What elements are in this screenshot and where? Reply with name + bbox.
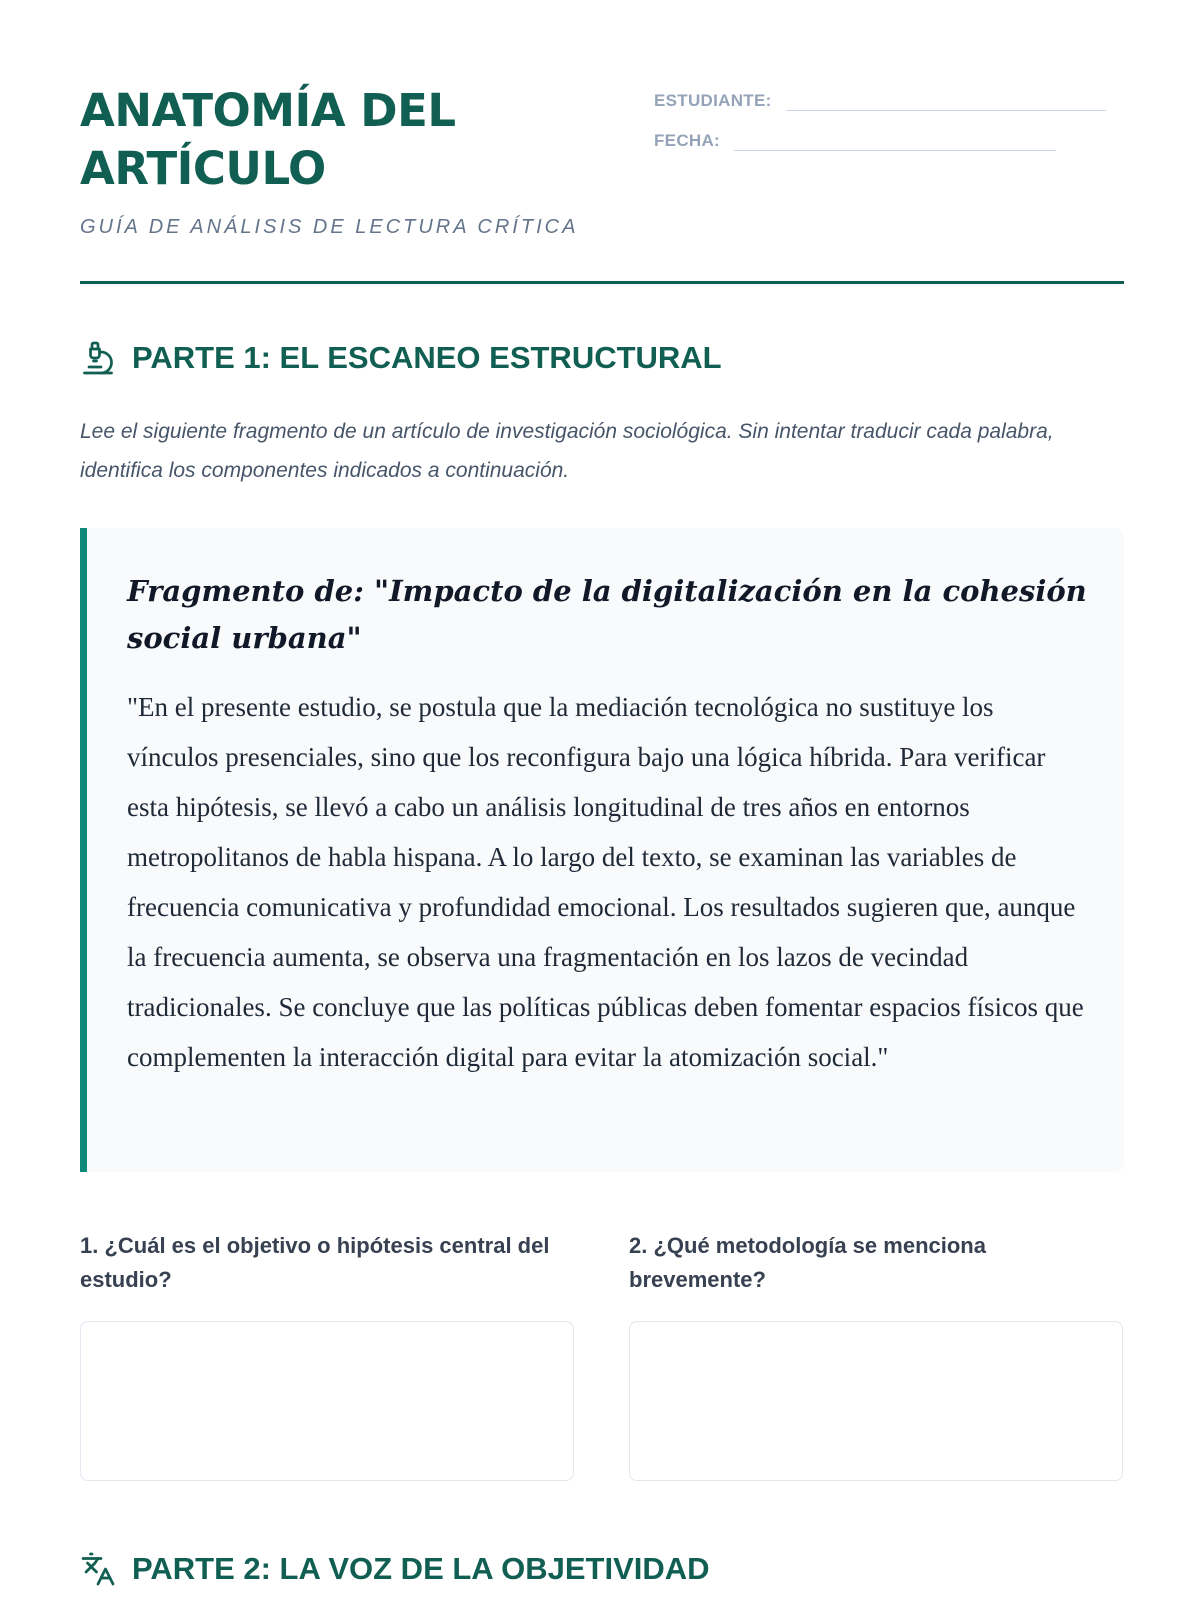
translate-icon bbox=[80, 1551, 116, 1587]
section-title-part2: PARTE 2: LA VOZ DE LA OBJETIVIDAD bbox=[132, 1551, 710, 1586]
excerpt-body: "En el presente estudio, se postula que la mediación tecnológica no sustituye los vínculos presenciales, sino que los reconfigura bajo una lógica híbrida. Para verificar esta hipótesis, se llevó a cabo un análisis longitudinal de tres años en entornos metropolitanos de habla hispana. A lo largo del texto, se examinan las variables de frecuencia comunicativa y profundidad emocional. Los resultados sugieren que, aunque la frecuencia aumenta, se observa una fragmentación en los lazos de vecindad tradicionales. Se concluye que las políticas públicas deben fomentar espacios físicos que complementen la interacción digital para evitar la atomización social." bbox=[127, 692, 1084, 1072]
title-block bbox=[80, 82, 640, 239]
microscope-icon bbox=[80, 340, 116, 376]
page-subtitle: GUÍA DE ANÁLISIS DE LECTURA CRÍTICA bbox=[80, 216, 579, 238]
student-label: ESTUDIANTE: bbox=[654, 91, 772, 110]
question-1: 1. ¿Cuál es el objetivo o hipótesis central del estudio? bbox=[80, 1233, 550, 1292]
section-title-part1: PARTE 1: EL ESCANEO ESTRUCTURAL bbox=[132, 340, 722, 375]
answer-box-2[interactable] bbox=[629, 1321, 1123, 1481]
section-heading-part1 bbox=[80, 340, 722, 376]
article-excerpt bbox=[80, 528, 1124, 1172]
section-heading-part2 bbox=[80, 1551, 710, 1587]
question-2: 2. ¿Qué metodología se menciona brevemente? bbox=[629, 1233, 986, 1292]
date-field bbox=[654, 126, 1056, 151]
answer-box-1[interactable] bbox=[80, 1321, 574, 1481]
instructions-text: Lee el siguiente fragmento de un artículo de investigación sociológica. Sin intentar traducir cada palabra, identifica los componentes indicados a continuación. bbox=[80, 420, 1054, 482]
date-input-line[interactable] bbox=[734, 126, 1056, 151]
student-input-line[interactable] bbox=[786, 86, 1106, 111]
date-label: FECHA: bbox=[654, 131, 721, 150]
excerpt-title: Fragmento de: "Impacto de la digitalización en la cohesión social urbana" bbox=[127, 574, 1087, 655]
header-divider bbox=[80, 281, 1124, 284]
student-field bbox=[654, 86, 1106, 111]
page-title: ANATOMÍA DEL ARTÍCULO bbox=[80, 84, 456, 195]
